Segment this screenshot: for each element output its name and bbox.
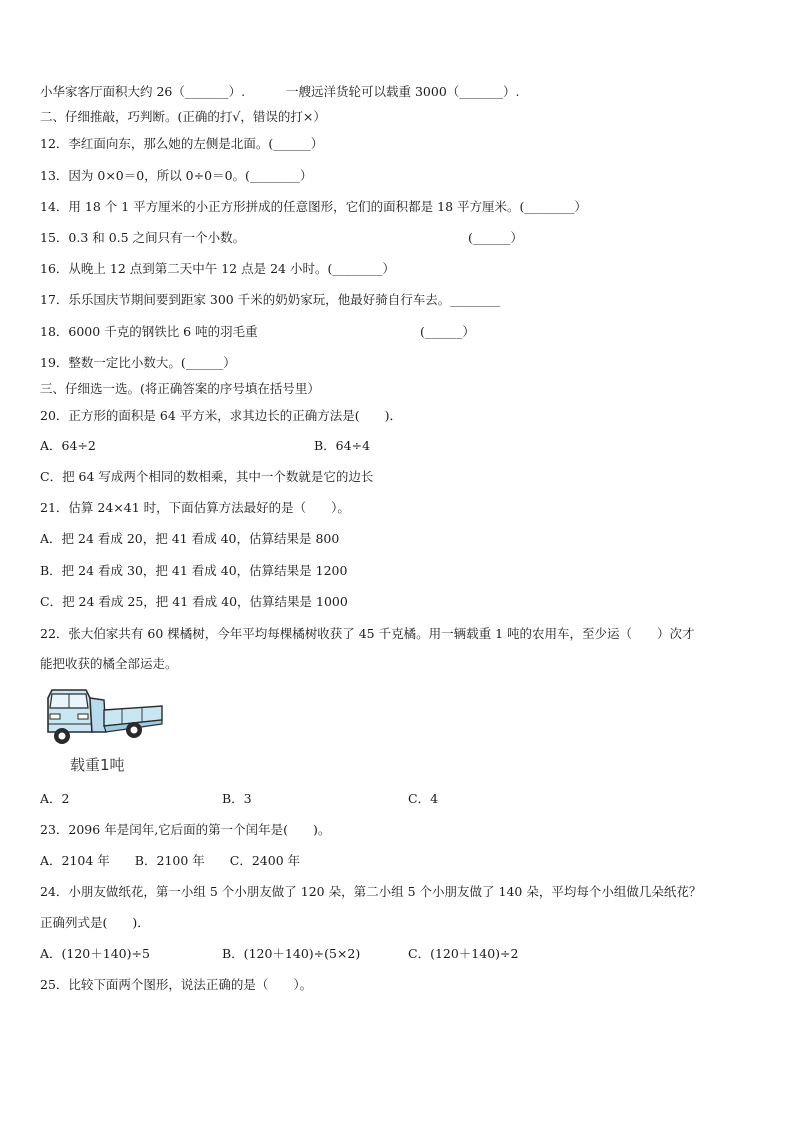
question-23: 23．2096 年是闰年,它后面的第一个闰年是( )。 (40, 822, 331, 837)
option-b: B．3 (222, 791, 252, 806)
question-22: 22．张大伯家共有 60 棵橘树，今年平均每棵橘树收获了 45 千克橘。用一辆载重 1 吨的农用车，至少运（ ）次才 (40, 626, 695, 641)
truck-caption: 载重1吨 (70, 756, 125, 774)
option-b: B．(120＋140)÷(5×2) (222, 946, 361, 961)
option-c: C．(120＋140)÷2 (408, 946, 519, 961)
question-14: 14．用 18 个 1 平方厘米的小正方形拼成的任意图形，它们的面积都是 18 平方厘米。(________） (40, 199, 587, 214)
question-25: 25．比较下面两个图形，说法正确的是（ ）。 (40, 977, 313, 992)
question-17: 17．乐乐国庆节期间要到距家 300 千米的奶奶家玩，他最好骑自行车去。________ (40, 292, 501, 307)
answer-blank: (______） (420, 324, 475, 339)
option-c: C．4 (408, 791, 439, 806)
question-18: 18．6000 千克的钢铁比 6 吨的羽毛重 (40, 324, 258, 339)
question-line: 一艘远洋货轮可以载重 3000（_______）. (286, 84, 520, 99)
option-a: A．(120＋140)÷5 (40, 946, 150, 961)
question-22-continued: 能把收获的橘全部运走。 (40, 656, 178, 671)
question-12: 12．李红面向东，那么她的左侧是北面。(______） (40, 136, 324, 151)
question-16: 16．从晚上 12 点到第二天中午 12 点是 24 小时。(________） (40, 261, 395, 276)
exam-page (40, 0, 760, 1123)
question-line: 小华家客厅面积大约 26（_______）. (40, 84, 246, 99)
section-heading: 三、仔细选一选。(将正确答案的序号填在括号里） (40, 381, 320, 396)
answer-blank: (______） (468, 230, 523, 245)
question-21: 21．估算 24×41 时，下面估算方法最好的是（ ）。 (40, 500, 350, 515)
question-15: 15．0.3 和 0.5 之间只有一个小数。 (40, 230, 246, 245)
option-c: C．把 24 看成 25，把 41 看成 40，估算结果是 1000 (40, 594, 348, 609)
option-b: B．64÷4 (314, 438, 371, 453)
option-b: B．把 24 看成 30，把 41 看成 40，估算结果是 1200 (40, 563, 348, 578)
question-23-options: A．2104 年 B．2100 年 C．2400 年 (40, 853, 301, 868)
option-a: A．64÷2 (40, 438, 96, 453)
question-20: 20．正方形的面积是 64 平方米，求其边长的正确方法是( )． (40, 408, 403, 423)
question-19: 19．整数一定比小数大。(______） (40, 355, 236, 370)
section-heading: 二、仔细推敲，巧判断。(正确的打√，错误的打×） (40, 109, 326, 124)
question-24: 24．小朋友做纸花，第一小组 5 个小朋友做了 120 朵，第二小组 5 个小朋友做了 140 朵，平均每个小组做几朵纸花？ (40, 884, 702, 899)
option-a: A．2 (40, 791, 70, 806)
option-a: A．把 24 看成 20，把 41 看成 40，估算结果是 800 (40, 531, 340, 546)
option-c: C．把 64 写成两个相同的数相乘，其中一个数就是它的边长 (40, 469, 374, 484)
question-13: 13．因为 0×0＝0，所以 0÷0＝0。(________） (40, 168, 313, 183)
question-24-continued: 正确列式是( )． (40, 915, 150, 930)
